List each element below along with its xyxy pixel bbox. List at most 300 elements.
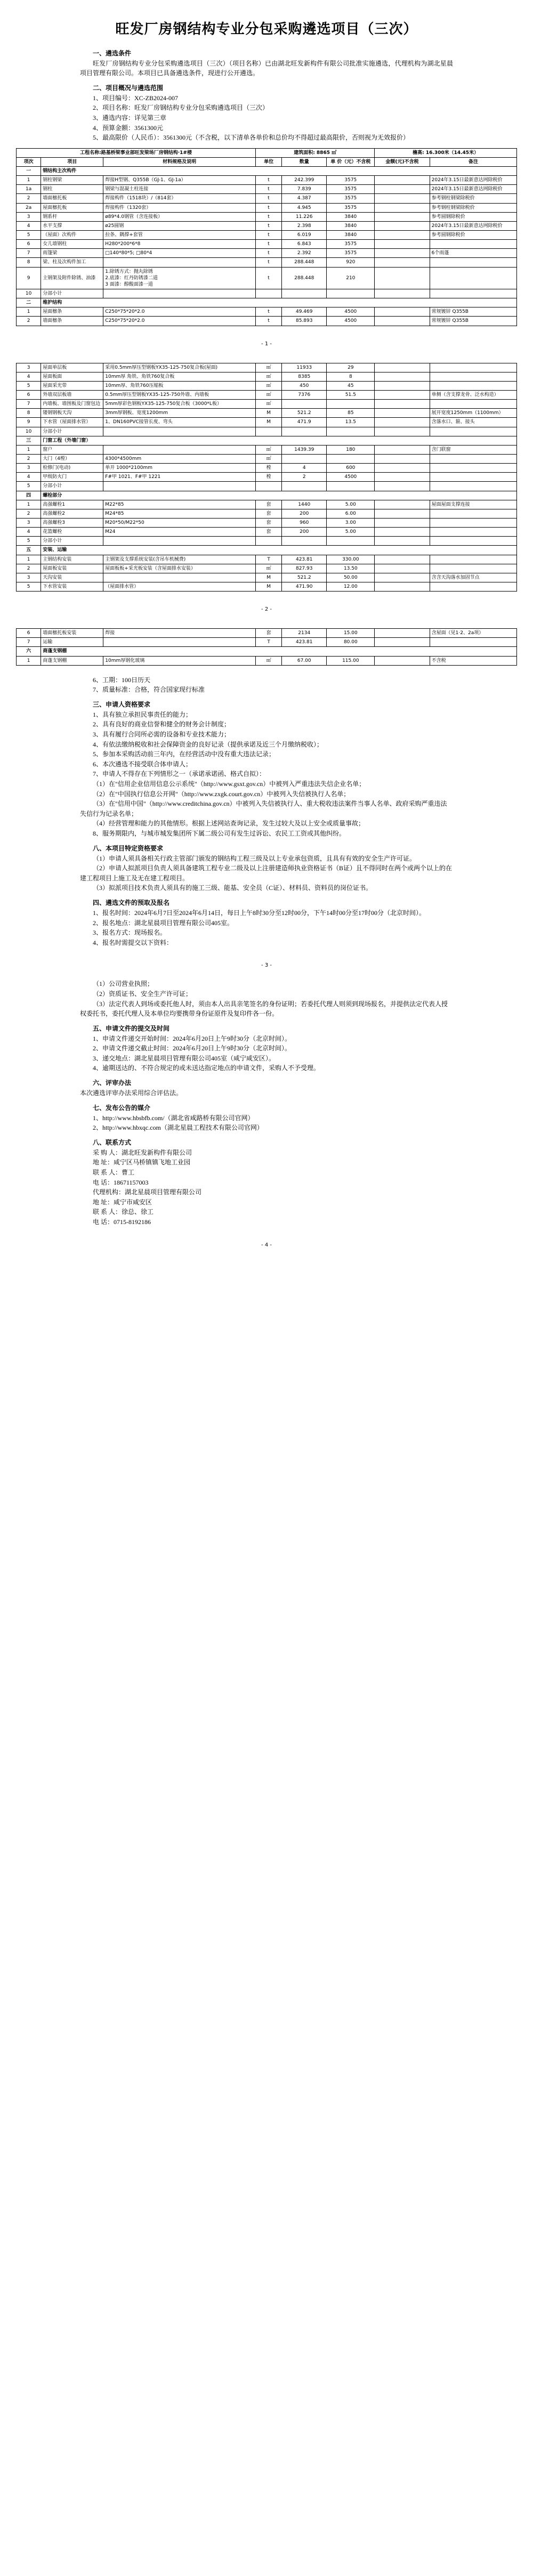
cell-item: 下水管（屋面排水管） (41, 418, 103, 427)
table-row (17, 381, 517, 390)
table-row (17, 518, 517, 527)
cell-amt (375, 258, 430, 267)
cell-idx: 3 (17, 212, 41, 221)
conditions-section (0, 675, 533, 948)
cell-idx: 1 (17, 176, 41, 185)
cell-price: 12.00 (327, 582, 375, 591)
cell-spec: 4300*4500mm (103, 454, 256, 463)
cell-amt (375, 656, 430, 665)
table-row (17, 546, 517, 555)
cell-amt (375, 317, 430, 326)
cell-unit: M (256, 582, 282, 591)
cell-amt (375, 194, 430, 203)
cell-spec: （屋面排水管） (103, 582, 256, 591)
list-item: （2）在"中国执行信息公开网"（http://www.zxgk.court.gov.cn）中被列入失信被执行人名单； (93, 790, 350, 798)
cell-note (430, 555, 516, 564)
cell-price (327, 400, 375, 409)
cell-unit: t (256, 194, 282, 203)
cell-qty: 49.469 (282, 307, 327, 317)
page-mark-4: - 4 - (261, 1242, 272, 1248)
cell-item: （屋面）次构件 (41, 231, 103, 240)
cell-unit: T (256, 638, 282, 647)
list-item: （3）拟派项目技术负责人须具有的施工三级、能基、安全员（C证）、材料员、资料员的岗位证书。 (93, 884, 373, 892)
cell-spec: 1.除锈方式：抛丸除锈 2.底漆：红丹防锈漆二道 3 面漆：醇酸面漆一道 (103, 267, 256, 289)
list-item: 4、有依法缴纳税收和社会保障资金的良好记录（提供承诺及近三个月缴纳税收）； (93, 740, 324, 748)
cell-spec: 焊接构件（1518块）/（814套） (103, 194, 256, 203)
cell-qty: 288.448 (282, 258, 327, 267)
cell-note: 2024年3.15日最新意达网除税价 (430, 176, 516, 185)
cell-item: 主钢架及附件除锈、油漆 (41, 267, 103, 289)
cell-qty: 4.387 (282, 194, 327, 203)
cell-idx: 1 (17, 307, 41, 317)
cell-qty: 4 (282, 464, 327, 473)
cell-item: 分部小计 (41, 427, 103, 436)
cell-item: 梁、柱及次构件加工 (41, 258, 103, 267)
list-item: 2、报名地点：湖北星晨项目管理有限公司405室。 (93, 919, 234, 927)
page-mark-2: - 2 - (261, 606, 272, 613)
cell-unit: ㎡ (256, 656, 282, 665)
cell-qty: 7376 (282, 391, 327, 400)
cell-spec: H280*200*6*8 (103, 240, 256, 249)
cell-qty (282, 537, 327, 546)
cell-price: 180 (327, 445, 375, 454)
cell-note: 参考圆钢除税价 (430, 231, 516, 240)
cell-unit: t (256, 249, 282, 258)
list-item: 联 系 人：曹工 (93, 1169, 135, 1177)
col-price: 单 价（元）不含税 (327, 157, 375, 166)
cell-idx: 7 (17, 249, 41, 258)
cell-qty: 450 (282, 381, 327, 390)
table-row (17, 317, 517, 326)
cell-spec: M24 (103, 528, 256, 537)
list-item: （1）申请人须具备相关行政主管部门颁发的钢结构工程三级及以上专业承包资质，且具有有效的安全生产许可证。 (93, 854, 416, 862)
page-mark-3: - 3 - (261, 962, 272, 969)
cell-idx: 3 (17, 363, 41, 372)
cell-spec (103, 427, 256, 436)
cell-price (327, 427, 375, 436)
cell-price (327, 537, 375, 546)
table-row (17, 249, 517, 258)
cell-unit: t (256, 307, 282, 317)
col-index: 项次 (17, 157, 41, 166)
table-row (17, 221, 517, 230)
cell-idx: 2 (17, 509, 41, 518)
cell-amt (375, 212, 430, 221)
cell-unit: ㎡ (256, 400, 282, 409)
cell-idx: 2 (17, 564, 41, 573)
table-row (17, 509, 517, 518)
cell-amt (375, 464, 430, 473)
cell-amt (375, 445, 430, 454)
table-row (17, 194, 517, 203)
cell-amt (375, 381, 430, 390)
cell-note (430, 528, 516, 537)
cell-item: 主钢结构安装 (41, 555, 103, 564)
col-item: 项目 (41, 157, 103, 166)
cell-idx: 10 (17, 427, 41, 436)
cell-qty: 288.448 (282, 267, 327, 289)
cell-note (430, 582, 516, 591)
quality-item: 7、质量标准：合格，符合国家现行标准 (93, 686, 205, 694)
section-1-paragraph: 旺发厂房钢结构专业分包采购遴选项目（三次）（项目名称）已由湖北旺发新构件有限公司批准实施遴选，代理机构为湖北星晨项目管理有限公司。本项目已具备遴选条件，现进行公开遴选。 (80, 59, 453, 77)
table-row (17, 391, 517, 400)
cell-index: 四 (17, 491, 41, 500)
cell-qty (282, 289, 327, 298)
cell-price: 4500 (327, 317, 375, 326)
cell-price: 51.5 (327, 391, 375, 400)
cell-item: 甲级防火门 (41, 473, 103, 482)
cell-spec: 焊接H型钢、Q355B（GJ-1、GJ-1a） (103, 176, 256, 185)
cell-price: 29 (327, 363, 375, 372)
cell-qty: 8385 (282, 372, 327, 381)
cell-qty: 960 (282, 518, 327, 527)
cell-unit (256, 537, 282, 546)
cell-item: 花篮螺栓 (41, 528, 103, 537)
list-item: （3）法定代表人到场或委托他人时，须由本人出具亲笔签名的身份证明；若委托代理人则须到现场报名，并提供法定代表人授权委托书，委托代理人及本单位均要携带身份证原件及复印件各一份。 (80, 1000, 448, 1018)
cell-unit: T (256, 555, 282, 564)
cell-amt (375, 267, 430, 289)
table-row (17, 240, 517, 249)
section-7-heading: 七、发布公告的媒介 (93, 1104, 151, 1112)
cell-group-title: 商蓬支钢棚 (41, 647, 517, 656)
cell-spec: M24*85 (103, 509, 256, 518)
table-row (17, 372, 517, 381)
cell-idx: 5 (17, 231, 41, 240)
list-item: 1、http://www.hbsbfb.com/（湖北省咸路桥有限公司官网） (93, 1114, 254, 1122)
table-row (17, 400, 517, 409)
list-item: （1）在"信用企业信用信息公示系统"（http://www.gsxt.gov.cn）中被列入严重违法失信企业名单； (93, 780, 366, 788)
cell-note (430, 267, 516, 289)
cell-idx: 10 (17, 289, 41, 298)
cell-unit: t (256, 317, 282, 326)
cell-price: 3840 (327, 221, 375, 230)
cell-price: 15.00 (327, 629, 375, 638)
cell-spec: □140*80*5; □80*4 (103, 249, 256, 258)
list-item: 4、逾期送达的、不符合规定的或未送达指定地点的申请文件，采购人不予受理。 (93, 1064, 320, 1072)
selection-content: 3、遴选内容：详见第三章 (93, 114, 167, 121)
cell-amt (375, 500, 430, 509)
cell-amt (375, 582, 430, 591)
list-item: 2、具有良好的商业信誉和健全的财务会计制度； (93, 720, 231, 728)
cell-item: 雨篷梁 (41, 249, 103, 258)
cell-item: 分部小计 (41, 482, 103, 491)
cell-amt (375, 372, 430, 381)
cell-note (430, 564, 516, 573)
cell-idx: 1 (17, 656, 41, 665)
cell-note (430, 400, 516, 409)
table-row (17, 482, 517, 491)
cell-amt (375, 418, 430, 427)
cell-price: 50.00 (327, 573, 375, 582)
table-row (17, 491, 517, 500)
section-3-heading: 三、申请人资格要求 (93, 700, 151, 708)
cell-amt (375, 391, 430, 400)
cell-qty (282, 400, 327, 409)
cell-spec: 10mm厚 角铁、角铁760复合板 (103, 372, 256, 381)
cell-note: 参考圆钢除税价 (430, 212, 516, 221)
cell-price (327, 454, 375, 463)
cell-item: 高强螺栓3 (41, 518, 103, 527)
table-row (17, 528, 517, 537)
cell-price: 45 (327, 381, 375, 390)
cell-price: 6.00 (327, 509, 375, 518)
cell-unit: 套 (256, 509, 282, 518)
cell-idx: 5 (17, 381, 41, 390)
section-6-heading: 六、评审办法 (93, 1079, 132, 1087)
cell-spec: C250*75*20*2.0 (103, 307, 256, 317)
budget-amount: 4、预算金额：3561300元 (93, 124, 164, 132)
cell-spec: M20*50/M22*50 (103, 518, 256, 527)
cell-amt (375, 409, 430, 418)
cell-unit: t (256, 231, 282, 240)
list-item: 1、报名时间：2024年6月7日至2024年6月14日，每日上午8时30分至12时00分，下午14时00分至17时00分（北京时间）。 (93, 909, 426, 917)
cell-price: 3575 (327, 176, 375, 185)
cell-amt (375, 509, 430, 518)
table-header-meta (17, 148, 517, 157)
cell-unit: 套 (256, 528, 282, 537)
cell-index: 五 (17, 546, 41, 555)
cell-unit: 套 (256, 518, 282, 527)
cell-item: 检修门(电动) (41, 464, 103, 473)
cell-item: 天沟安装 (41, 573, 103, 582)
cell-price: 4500 (327, 307, 375, 317)
cell-group-title: 钢结构主次构件 (41, 167, 517, 176)
cell-spec: 10mm厚、角铁760压缩板 (103, 381, 256, 390)
cell-note: 常规镀锌 Q355B (430, 307, 516, 317)
cell-qty: 7.839 (282, 185, 327, 194)
cell-amt (375, 537, 430, 546)
cell-note (430, 638, 516, 647)
cell-qty: 6.843 (282, 240, 327, 249)
cell-spec (103, 537, 256, 546)
cell-idx: 1a (17, 185, 41, 194)
table-row (17, 656, 517, 665)
page-mark-1: - 1 - (261, 341, 272, 347)
cell-spec: M22*85 (103, 500, 256, 509)
cell-unit: t (256, 185, 282, 194)
section-5-prereq-list (80, 979, 453, 1018)
cell-amt (375, 289, 430, 298)
cell-price: 330.00 (327, 555, 375, 564)
table-row (17, 418, 517, 427)
cell-note: 含门联窗 (430, 445, 516, 454)
cell-price: 3575 (327, 240, 375, 249)
table-row (17, 258, 517, 267)
cell-item: 镂钢钢板天沟 (41, 409, 103, 418)
cell-spec: 焊接构件（1320套） (103, 203, 256, 212)
bom-body-1 (17, 167, 517, 326)
section-8-heading: 八、联系方式 (93, 1138, 132, 1146)
cell-spec: 10mm厚钢化玻璃 (103, 656, 256, 665)
cell-spec: 0.5mm厚压型钢板YX35-125-750外墙、内墙板 (103, 391, 256, 400)
cell-qty: 200 (282, 528, 327, 537)
cell-note (430, 464, 516, 473)
cell-price (327, 289, 375, 298)
cell-amt (375, 176, 430, 185)
cell-spec (103, 258, 256, 267)
cell-spec: 单开 1000*2100mm (103, 464, 256, 473)
cell-unit: t (256, 240, 282, 249)
cell-idx: 9 (17, 267, 41, 289)
cell-item: 分部小计 (41, 289, 103, 298)
cell-unit (256, 289, 282, 298)
cell-qty: 471.9 (282, 418, 327, 427)
cell-note: 不含税 (430, 656, 516, 665)
cell-amt (375, 185, 430, 194)
cell-price (327, 482, 375, 491)
table-row (17, 307, 517, 317)
cell-unit: 樘 (256, 473, 282, 482)
cell-qty: 2.398 (282, 221, 327, 230)
cell-item: 钢柱钢梁 (41, 176, 103, 185)
cell-spec: 焊接 (103, 629, 256, 638)
bom-body-2 (17, 363, 517, 592)
cell-amt (375, 307, 430, 317)
cell-idx: 6 (17, 629, 41, 638)
cell-amt (375, 221, 430, 230)
cell-spec: 1、DN160PVC接管长度、弯头 (103, 418, 256, 427)
cell-spec: 钢梁与混凝土柱连接 (103, 185, 256, 194)
cell-unit: M (256, 418, 282, 427)
intro-section (0, 48, 533, 143)
cell-price: 3575 (327, 185, 375, 194)
cell-unit: t (256, 258, 282, 267)
table-row (17, 289, 517, 298)
cell-amt (375, 240, 430, 249)
table-row (17, 647, 517, 656)
list-item: 5、参加本采购活动前三年内，在经营活动中没有重大违法记录； (93, 750, 276, 758)
cell-qty: 1439.39 (282, 445, 327, 454)
cell-note: 含落水口、箍、接头 (430, 418, 516, 427)
bom-table-part-3 (16, 628, 517, 666)
col-note: 备注 (430, 157, 516, 166)
table-row (17, 629, 517, 638)
cell-amt (375, 203, 430, 212)
cell-item: 墙面檩托板安装 (41, 629, 103, 638)
cell-price: 3840 (327, 231, 375, 240)
cell-group-title: 安装、运输 (41, 546, 517, 555)
cell-qty: 6.019 (282, 231, 327, 240)
cell-note (430, 363, 516, 372)
cell-price: 3575 (327, 203, 375, 212)
cell-spec (103, 482, 256, 491)
cell-amt (375, 231, 430, 240)
cell-qty (282, 482, 327, 491)
cell-item: 屋面单层板 (41, 363, 103, 372)
cell-qty: 423.81 (282, 638, 327, 647)
cell-spec: 主钢架及支撑系统安装(含吊车机械费) (103, 555, 256, 564)
table-row (17, 203, 517, 212)
col-spec: 材料规格及说明 (103, 157, 256, 166)
cell-note: 含含天沟落水加固节点 (430, 573, 516, 582)
cell-price: 600 (327, 464, 375, 473)
table-row (17, 555, 517, 564)
cell-unit: t (256, 221, 282, 230)
cell-note: 常规镀锌 Q355B (430, 317, 516, 326)
cell-idx: 4 (17, 473, 41, 482)
cell-price: 3575 (327, 249, 375, 258)
section-3-list (80, 710, 453, 839)
cell-note (430, 454, 516, 463)
cell-note: 2024年3.15日最新意达网除税价 (430, 221, 516, 230)
cell-idx: 1 (17, 555, 41, 564)
table-row (17, 582, 517, 591)
cell-note (430, 381, 516, 390)
cell-spec (103, 289, 256, 298)
cell-unit: M (256, 573, 282, 582)
cell-item: 屋面采光带 (41, 381, 103, 390)
cell-idx: 6 (17, 240, 41, 249)
section-1-heading: 一、遴选条件 (93, 49, 132, 57)
cell-qty: 11933 (282, 363, 327, 372)
list-item: 2、申请文件递交截止时间：2024年6月20日上午9时30分（北京时间）。 (93, 1044, 292, 1052)
cell-unit: t (256, 267, 282, 289)
cell-idx: 4 (17, 372, 41, 381)
cell-qty: 4.945 (282, 203, 327, 212)
table-row (17, 564, 517, 573)
table-row (17, 267, 517, 289)
cell-item: 大门（4樘） (41, 454, 103, 463)
cell-item: 墙面檩托板 (41, 194, 103, 203)
cell-price: 4500 (327, 473, 375, 482)
table-row (17, 445, 517, 454)
cell-qty: 67.00 (282, 656, 327, 665)
table-row (17, 231, 517, 240)
col-amount: 金额(元)不含税 (375, 157, 430, 166)
section-5-list (80, 1034, 453, 1073)
table-row (17, 454, 517, 463)
table-row (17, 176, 517, 185)
cell-idx: 9 (17, 418, 41, 427)
cell-unit: 套 (256, 629, 282, 638)
cell-qty: 471.90 (282, 582, 327, 591)
cell-amt (375, 427, 430, 436)
cell-qty: 827.93 (282, 564, 327, 573)
cell-item: 墙面檩条 (41, 317, 103, 326)
cell-qty (282, 427, 327, 436)
cell-index: 二 (17, 298, 41, 307)
cell-note: 参考钢柱钢梁除税价 (430, 203, 516, 212)
cell-note (430, 518, 516, 527)
cell-price: 85 (327, 409, 375, 418)
list-item: 采 购 人：湖北旺发新构件有限公司 (93, 1148, 192, 1156)
table-row (17, 427, 517, 436)
cell-price: 13.50 (327, 564, 375, 573)
list-item: 1、申请文件递交开始时间：2024年6月20日上午9时30分（北京时间）。 (93, 1034, 292, 1042)
table-row (17, 537, 517, 546)
cell-qty: 2134 (282, 629, 327, 638)
cell-idx: 8 (17, 258, 41, 267)
cell-amt (375, 363, 430, 372)
list-item: 7、申请人不得存在下列情形之一（承诺承诺函、格式自拟）： (93, 770, 266, 778)
section-4b-list (80, 908, 453, 947)
list-item: 3、具有履行合同所必需的设备和专业技术能力； (93, 731, 231, 739)
col-unit: 单位 (256, 157, 282, 166)
page-title: 旺发厂房钢结构专业分包采购遴选项目（三次） (115, 21, 418, 38)
cell-price: 13.5 (327, 418, 375, 427)
cell-idx: 1 (17, 445, 41, 454)
cell-amt (375, 629, 430, 638)
cell-qty: 2.392 (282, 249, 327, 258)
cell-unit (256, 482, 282, 491)
cell-spec: C250*75*20*2.0 (103, 317, 256, 326)
cell-unit: t (256, 176, 282, 185)
cell-qty: 521.2 (282, 573, 327, 582)
table-row (17, 464, 517, 473)
cell-idx: 7 (17, 638, 41, 647)
cell-item: 运输 (41, 638, 103, 647)
cell-idx: 3 (17, 573, 41, 582)
